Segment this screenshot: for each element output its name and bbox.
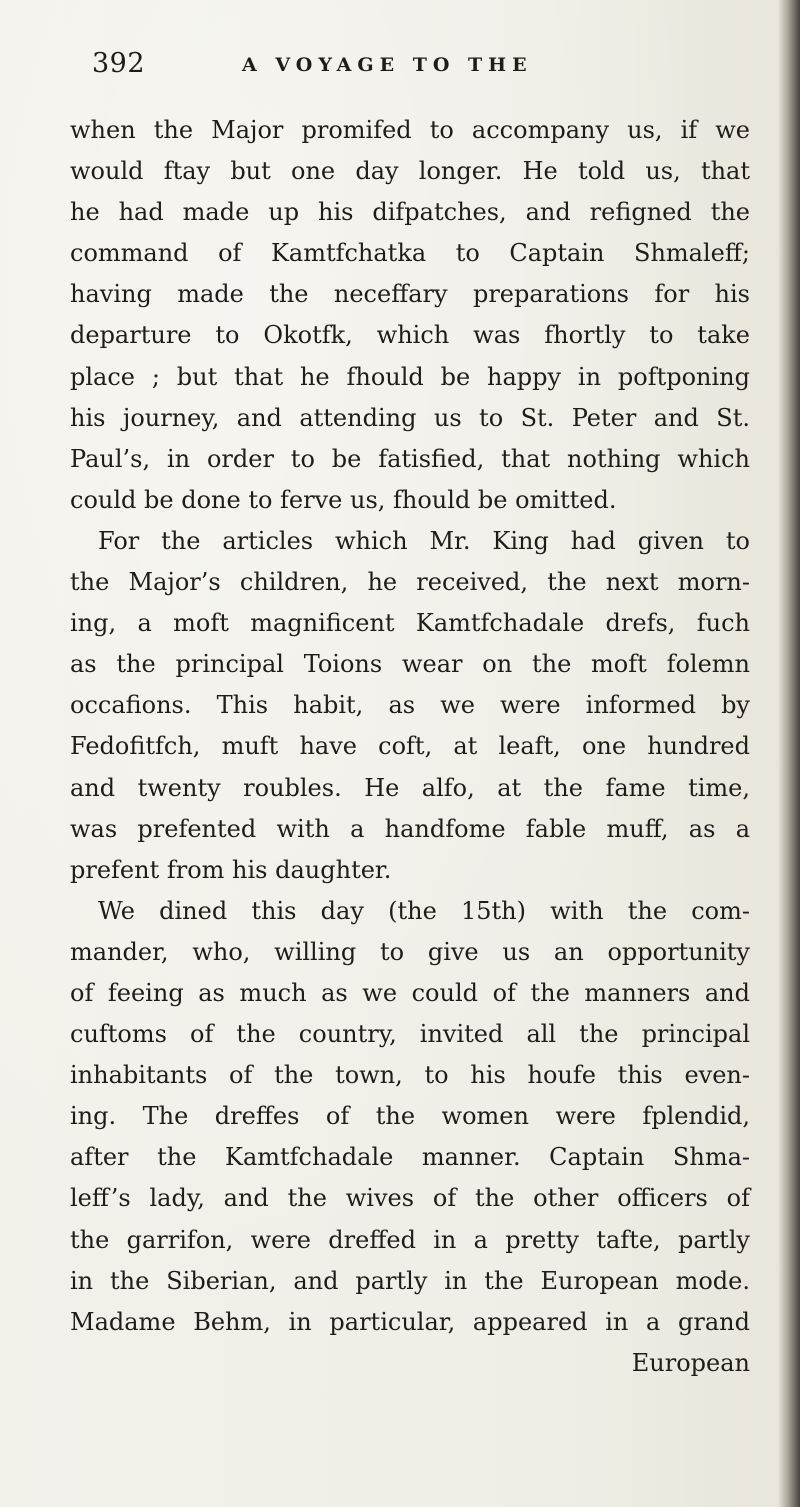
page-gutter-shadow	[778, 0, 800, 1507]
text-line: occafions. This habit, as we were informed by	[70, 691, 750, 720]
text-line: his journey, and attending us to St. Peter and St.	[70, 403, 750, 432]
text-line: cuftoms of the country, invited all the principal	[70, 1020, 750, 1049]
text-line: of feeing as much as we could of the manners and	[70, 978, 750, 1007]
running-head	[92, 48, 750, 84]
running-title: A VOYAGE TO THE	[242, 54, 533, 76]
text-line: Paul’s, in order to be fatisfied, that nothing which	[70, 444, 750, 473]
text-line: inhabitants of the town, to his houfe this even-	[70, 1061, 750, 1090]
text-line: Fedofitfch, muft have coft, at leaft, one hundred	[70, 732, 750, 761]
text-line: the Major’s children, he received, the next morn-	[70, 568, 750, 597]
paragraph-start-line: For the articles which Mr. King had given to	[98, 526, 750, 555]
text-line: could be done to ferve us, fhould be omitted.	[70, 485, 617, 514]
text-line: prefent from his daughter.	[70, 855, 392, 884]
text-line: Madame Behm, in particular, appeared in a grand	[70, 1307, 750, 1336]
text-line: was prefented with a handfome fable muff, as a	[70, 814, 750, 843]
text-line: when the Major promifed to accompany us, if we	[70, 116, 750, 144]
text-line: departure to Okotfk, which was fhortly to take	[70, 321, 750, 350]
text-line: leff’s lady, and the wives of the other officers of	[70, 1184, 750, 1213]
text-line: in the Siberian, and partly in the European mode.	[70, 1266, 750, 1295]
paragraph-start-line: We dined this day (the 15th) with the com-	[98, 896, 750, 925]
body-text	[70, 110, 750, 1384]
text-line: he had made up his difpatches, and refigned the	[70, 198, 750, 227]
catchword: European	[631, 1348, 750, 1377]
text-line: having made the neceffary preparations for his	[70, 280, 750, 309]
text-line: ing. The dreffes of the women were fplendid,	[70, 1102, 750, 1131]
text-line: after the Kamtfchadale manner. Captain Shma-	[70, 1143, 750, 1172]
text-line: place ; but that he fhould be happy in poftponing	[70, 362, 750, 391]
text-line: would ftay but one day longer. He told us, that	[70, 157, 750, 186]
page-number: 392	[92, 48, 146, 79]
text-line: ing, a moft magnificent Kamtfchadale drefs, fuch	[70, 609, 750, 638]
text-line: the garrifon, were dreffed in a pretty tafte, partly	[70, 1225, 750, 1254]
text-line: command of Kamtfchatka to Captain Shmaleff;	[70, 239, 750, 268]
text-line: mander, who, willing to give us an opportunity	[70, 937, 750, 966]
text-line: as the principal Toions wear on the moft folemn	[70, 650, 750, 679]
text-line: and twenty roubles. He alfo, at the fame time,	[70, 773, 750, 802]
